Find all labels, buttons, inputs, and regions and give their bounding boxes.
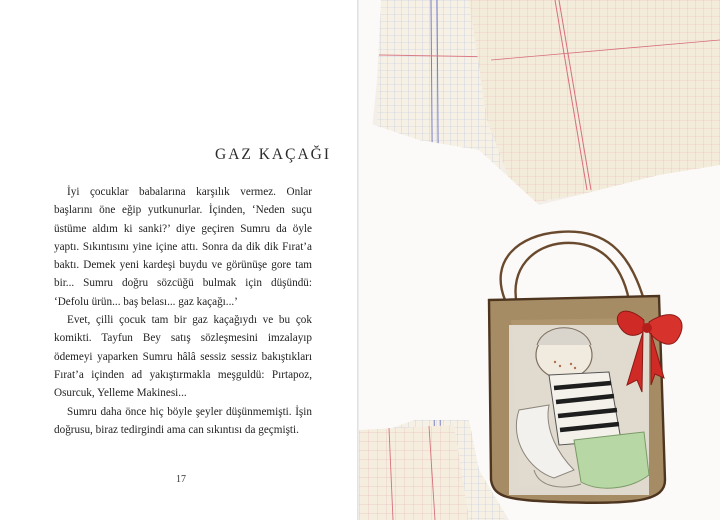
paragraph: Evet, çilli çocuk tam bir gaz kaçağıydı ve bu çok komikti. Tayfun Bey satış sözleşmesini imzalayıp ödemeyi yaparken Sumru hâlâ sessiz sessiz bakıştıkları Fırat’a içinden ad yakıştırmakla meşguldü: Pırtapoz, Osurcuk, Yelleme Makinesi...	[54, 314, 312, 400]
chapter-title: GAZ KAÇAĞI	[215, 146, 332, 163]
body-text	[54, 183, 312, 439]
right-page-illustration	[359, 0, 720, 520]
left-page	[0, 0, 358, 520]
page-number: 17	[176, 474, 186, 485]
ledger-paper-bottom	[359, 425, 469, 520]
paragraph: Sumru daha önce hiç böyle şeyler düşünmemişti. İşin doğrusu, biraz tedirgindi ama can sıkıntısı da geçmişti.	[54, 405, 312, 436]
collage-bag-illustration-icon	[359, 0, 720, 520]
paragraph: İyi çocuklar babalarına karşılık vermez. Onlar başlarını öne eğip yutkunurlar. İçinden, ‘Neden suçu üstüme aldım ki sanki?’ diye geçiren Sumru da öyle yaptı. Sıkıntısını yine içine attı. Sonra da dik dik Fırat’a baktı. Demek yeni kardeşi buydu ve görünüşe gore tam bir... Sumru doğru sözcüğü bulmak için düşündü: ‘Defolu ürün... baş belası... gaz kaçağı...’	[54, 186, 312, 308]
child-illustration	[509, 325, 649, 495]
